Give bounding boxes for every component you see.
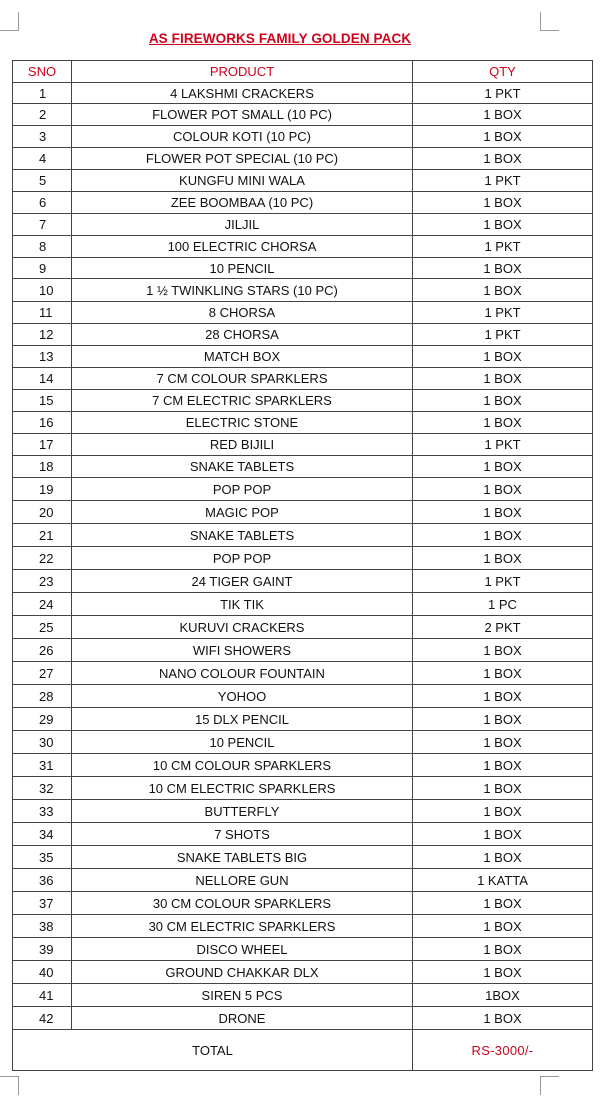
row-sno: 16 xyxy=(13,412,72,434)
table-row xyxy=(13,501,593,524)
table-row xyxy=(13,104,593,126)
row-qty: 1 BOX xyxy=(413,754,593,777)
row-sno: 30 xyxy=(13,731,72,754)
row-product: ELECTRIC STONE xyxy=(72,412,413,434)
row-product: NANO COLOUR FOUNTAIN xyxy=(72,662,413,685)
table-row xyxy=(13,236,593,258)
row-sno: 15 xyxy=(13,390,72,412)
table-row xyxy=(13,570,593,593)
table-row xyxy=(13,192,593,214)
row-sno: 38 xyxy=(13,915,72,938)
crop-mark-bottom-right xyxy=(540,1076,559,1095)
row-product: KURUVI CRACKERS xyxy=(72,616,413,639)
row-sno: 10 xyxy=(13,279,72,302)
table-row xyxy=(13,961,593,984)
row-sno: 41 xyxy=(13,984,72,1007)
table-row xyxy=(13,258,593,279)
row-sno: 3 xyxy=(13,126,72,148)
row-qty: 1 BOX xyxy=(413,685,593,708)
row-product: DISCO WHEEL xyxy=(72,938,413,961)
table-row xyxy=(13,170,593,192)
table-row xyxy=(13,731,593,754)
row-sno: 13 xyxy=(13,346,72,368)
row-sno: 20 xyxy=(13,501,72,524)
row-qty: 1 PKT xyxy=(413,236,593,258)
row-product: GROUND CHAKKAR DLX xyxy=(72,961,413,984)
table-row xyxy=(13,800,593,823)
row-product: 1 ½ TWINKLING STARS (10 PC) xyxy=(72,279,413,302)
row-product: 30 CM COLOUR SPARKLERS xyxy=(72,892,413,915)
row-sno: 36 xyxy=(13,869,72,892)
row-qty: 1 BOX xyxy=(413,547,593,570)
table-row xyxy=(13,593,593,616)
row-product: SIREN 5 PCS xyxy=(72,984,413,1007)
row-sno: 11 xyxy=(13,302,72,324)
row-product: 8 CHORSA xyxy=(72,302,413,324)
row-qty: 1 PKT xyxy=(413,324,593,346)
row-product: 10 PENCIL xyxy=(72,731,413,754)
row-qty: 1 BOX xyxy=(413,279,593,302)
row-qty: 1 KATTA xyxy=(413,869,593,892)
table-row xyxy=(13,846,593,869)
row-product: 10 CM COLOUR SPARKLERS xyxy=(72,754,413,777)
header-sno: SNO xyxy=(13,61,72,83)
row-qty: 1 BOX xyxy=(413,456,593,478)
row-qty: 1 BOX xyxy=(413,915,593,938)
row-qty: 1 BOX xyxy=(413,708,593,731)
table-row xyxy=(13,390,593,412)
row-sno: 9 xyxy=(13,258,72,279)
row-sno: 8 xyxy=(13,236,72,258)
row-sno: 31 xyxy=(13,754,72,777)
row-sno: 18 xyxy=(13,456,72,478)
row-sno: 12 xyxy=(13,324,72,346)
table-row xyxy=(13,148,593,170)
table-row xyxy=(13,938,593,961)
table-row xyxy=(13,639,593,662)
row-product: SNAKE TABLETS BIG xyxy=(72,846,413,869)
row-sno: 40 xyxy=(13,961,72,984)
table-row xyxy=(13,777,593,800)
row-product: 7 CM COLOUR SPARKLERS xyxy=(72,368,413,390)
row-product: DRONE xyxy=(72,1007,413,1030)
table-row xyxy=(13,892,593,915)
row-product: YOHOO xyxy=(72,685,413,708)
table-row xyxy=(13,214,593,236)
row-qty: 1 BOX xyxy=(413,892,593,915)
table-row xyxy=(13,368,593,390)
table-row xyxy=(13,823,593,846)
row-qty: 1 BOX xyxy=(413,1007,593,1030)
row-product: 7 CM ELECTRIC SPARKLERS xyxy=(72,390,413,412)
row-product: WIFI SHOWERS xyxy=(72,639,413,662)
row-qty: 1 BOX xyxy=(413,126,593,148)
row-qty: 1 BOX xyxy=(413,524,593,547)
row-sno: 22 xyxy=(13,547,72,570)
row-qty: 1 PKT xyxy=(413,570,593,593)
row-sno: 35 xyxy=(13,846,72,869)
row-qty: 1 BOX xyxy=(413,412,593,434)
table-row xyxy=(13,708,593,731)
row-product: 10 CM ELECTRIC SPARKLERS xyxy=(72,777,413,800)
row-qty: 1 BOX xyxy=(413,501,593,524)
row-product: 100 ELECTRIC CHORSA xyxy=(72,236,413,258)
table-row xyxy=(13,616,593,639)
row-sno: 2 xyxy=(13,104,72,126)
total-amount: RS-3000/- xyxy=(413,1030,593,1071)
row-product: SNAKE TABLETS xyxy=(72,524,413,547)
row-sno: 6 xyxy=(13,192,72,214)
row-qty: 1 BOX xyxy=(413,662,593,685)
row-sno: 19 xyxy=(13,478,72,501)
row-sno: 37 xyxy=(13,892,72,915)
row-sno: 39 xyxy=(13,938,72,961)
row-product: SNAKE TABLETS xyxy=(72,456,413,478)
row-qty: 1 BOX xyxy=(413,478,593,501)
row-sno: 5 xyxy=(13,170,72,192)
row-sno: 24 xyxy=(13,593,72,616)
row-qty: 1 BOX xyxy=(413,104,593,126)
row-qty: 1 PC xyxy=(413,593,593,616)
row-sno: 7 xyxy=(13,214,72,236)
row-sno: 34 xyxy=(13,823,72,846)
table-row xyxy=(13,412,593,434)
row-product: 28 CHORSA xyxy=(72,324,413,346)
table-row xyxy=(13,754,593,777)
total-label: TOTAL xyxy=(13,1030,413,1071)
crop-mark-top-left xyxy=(0,12,19,31)
row-product: 10 PENCIL xyxy=(72,258,413,279)
table-row xyxy=(13,279,593,302)
table-header-row xyxy=(13,61,593,83)
row-qty: 1 PKT xyxy=(413,170,593,192)
table-row xyxy=(13,1007,593,1030)
row-product: 7 SHOTS xyxy=(72,823,413,846)
row-sno: 1 xyxy=(13,83,72,104)
row-sno: 33 xyxy=(13,800,72,823)
row-qty: 1 BOX xyxy=(413,639,593,662)
table-body xyxy=(13,83,593,1030)
table-row xyxy=(13,984,593,1007)
table-row xyxy=(13,685,593,708)
row-product: COLOUR KOTI (10 PC) xyxy=(72,126,413,148)
header-product: PRODUCT xyxy=(72,61,413,83)
table-row xyxy=(13,302,593,324)
row-sno: 23 xyxy=(13,570,72,593)
row-product: NELLORE GUN xyxy=(72,869,413,892)
row-sno: 4 xyxy=(13,148,72,170)
row-product: BUTTERFLY xyxy=(72,800,413,823)
row-product: FLOWER POT SMALL (10 PC) xyxy=(72,104,413,126)
total-row xyxy=(13,1030,593,1071)
row-qty: 1 PKT xyxy=(413,83,593,104)
row-product: FLOWER POT SPECIAL (10 PC) xyxy=(72,148,413,170)
row-sno: 17 xyxy=(13,434,72,456)
row-sno: 26 xyxy=(13,639,72,662)
row-qty: 1 BOX xyxy=(413,731,593,754)
table-row xyxy=(13,547,593,570)
row-qty: 1 BOX xyxy=(413,368,593,390)
table-row xyxy=(13,662,593,685)
row-qty: 1 BOX xyxy=(413,192,593,214)
table-row xyxy=(13,126,593,148)
row-qty: 1 BOX xyxy=(413,938,593,961)
row-product: RED BIJILI xyxy=(72,434,413,456)
row-qty: 1 BOX xyxy=(413,148,593,170)
table-row xyxy=(13,478,593,501)
row-sno: 21 xyxy=(13,524,72,547)
table-row xyxy=(13,524,593,547)
row-product: ZEE BOOMBAA (10 PC) xyxy=(72,192,413,214)
table-row xyxy=(13,869,593,892)
row-qty: 1 PKT xyxy=(413,302,593,324)
table-row xyxy=(13,915,593,938)
table-row xyxy=(13,83,593,104)
row-qty: 1 BOX xyxy=(413,390,593,412)
row-sno: 14 xyxy=(13,368,72,390)
row-qty: 1 BOX xyxy=(413,214,593,236)
document-title: AS FIREWORKS FAMILY GOLDEN PACK xyxy=(148,31,412,46)
row-sno: 25 xyxy=(13,616,72,639)
table-row xyxy=(13,434,593,456)
table-row xyxy=(13,456,593,478)
row-sno: 32 xyxy=(13,777,72,800)
row-sno: 28 xyxy=(13,685,72,708)
row-product: POP POP xyxy=(72,478,413,501)
row-product: TIK TIK xyxy=(72,593,413,616)
row-product: 24 TIGER GAINT xyxy=(72,570,413,593)
table-row xyxy=(13,346,593,368)
row-qty: 1 BOX xyxy=(413,823,593,846)
row-qty: 1 BOX xyxy=(413,800,593,823)
row-product: 30 CM ELECTRIC SPARKLERS xyxy=(72,915,413,938)
row-qty: 1 BOX xyxy=(413,846,593,869)
row-sno: 29 xyxy=(13,708,72,731)
row-qty: 2 PKT xyxy=(413,616,593,639)
row-product: KUNGFU MINI WALA xyxy=(72,170,413,192)
crop-mark-top-right xyxy=(540,12,559,31)
row-qty: 1BOX xyxy=(413,984,593,1007)
row-product: 15 DLX PENCIL xyxy=(72,708,413,731)
row-qty: 1 BOX xyxy=(413,258,593,279)
row-qty: 1 BOX xyxy=(413,777,593,800)
table-row xyxy=(13,324,593,346)
row-product: 4 LAKSHMI CRACKERS xyxy=(72,83,413,104)
row-qty: 1 PKT xyxy=(413,434,593,456)
header-qty: QTY xyxy=(413,61,593,83)
crop-mark-bottom-left xyxy=(0,1076,19,1095)
row-sno: 27 xyxy=(13,662,72,685)
row-product: JILJIL xyxy=(72,214,413,236)
row-qty: 1 BOX xyxy=(413,346,593,368)
row-product: MAGIC POP xyxy=(72,501,413,524)
row-product: MATCH BOX xyxy=(72,346,413,368)
row-product: POP POP xyxy=(72,547,413,570)
price-list-table xyxy=(12,60,593,1071)
row-qty: 1 BOX xyxy=(413,961,593,984)
row-sno: 42 xyxy=(13,1007,72,1030)
